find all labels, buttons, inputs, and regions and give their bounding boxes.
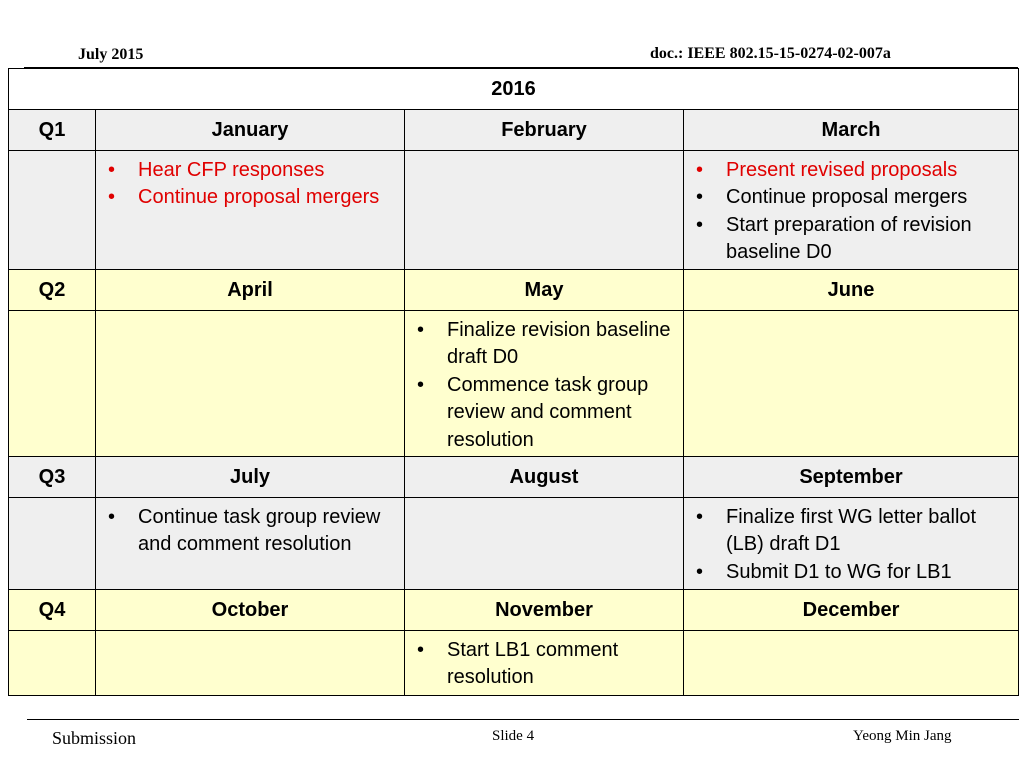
quarter-header-row <box>9 110 1019 151</box>
month-task-cell <box>684 498 1019 590</box>
quarter-spacer-cell <box>9 311 96 457</box>
month-task-cell <box>405 151 684 270</box>
task-text: Commence task group review and comment resolution <box>447 373 649 451</box>
quarter-label: Q2 <box>9 270 96 311</box>
task-text: Continue proposal mergers <box>726 186 968 209</box>
quarter-header-row <box>9 270 1019 311</box>
bullet-icon: • <box>108 159 116 181</box>
task-list <box>684 498 1018 586</box>
quarter-header-row <box>9 457 1019 498</box>
quarter-tasks-row <box>9 311 1019 457</box>
bullet-icon: • <box>417 639 425 661</box>
task-item <box>96 184 404 211</box>
task-text: Continue task group review and comment resolution <box>138 506 381 556</box>
month-task-cell <box>96 498 405 590</box>
bullet-icon: • <box>696 506 704 528</box>
quarter-label: Q3 <box>9 457 96 498</box>
task-item <box>684 157 1018 184</box>
month-task-cell <box>405 631 684 696</box>
header-date: July 2015 <box>78 46 144 63</box>
month-task-cell <box>96 151 405 270</box>
quarter-spacer-cell <box>9 631 96 696</box>
task-text: Finalize first WG letter ballot (LB) draft D1 <box>726 506 977 556</box>
month-header: August <box>405 457 684 498</box>
month-task-cell <box>405 498 684 590</box>
bullet-icon: • <box>417 373 425 396</box>
month-header: March <box>684 110 1019 151</box>
footer-submission: Submission <box>52 728 137 748</box>
month-header: May <box>405 270 684 311</box>
task-list <box>405 631 683 692</box>
month-header: November <box>405 590 684 631</box>
task-list <box>684 151 1018 267</box>
footer-divider <box>27 719 1019 720</box>
month-header: February <box>405 110 684 151</box>
task-item <box>405 317 683 372</box>
task-item <box>684 559 1018 586</box>
task-text: Submit D1 to WG for LB1 <box>726 560 952 583</box>
footer-author: Yeong Min Jang <box>853 728 952 744</box>
month-task-cell <box>684 631 1019 696</box>
task-item <box>684 504 1018 559</box>
bullet-icon: • <box>417 319 425 341</box>
bullet-icon: • <box>108 186 116 209</box>
year-cell: 2016 <box>9 69 1019 110</box>
slide-number: Slide 4 <box>492 728 535 744</box>
quarter-tasks-row <box>9 498 1019 590</box>
quarter-label: Q1 <box>9 110 96 151</box>
schedule-table <box>8 68 1019 696</box>
quarter-label: Q4 <box>9 590 96 631</box>
quarter-tasks-row <box>9 631 1019 696</box>
task-item <box>96 157 404 184</box>
month-header: December <box>684 590 1019 631</box>
task-text: Start preparation of revision baseline D0 <box>726 213 972 264</box>
task-list <box>96 498 404 559</box>
month-header: January <box>96 110 405 151</box>
task-text: Present revised proposals <box>726 159 958 181</box>
task-list <box>405 311 683 454</box>
task-item <box>405 372 683 454</box>
document-id: doc.: IEEE 802.15-15-0274-02-007a <box>650 45 891 62</box>
bullet-icon: • <box>696 186 704 209</box>
month-task-cell <box>684 311 1019 457</box>
quarter-tasks-row <box>9 151 1019 270</box>
quarter-spacer-cell <box>9 498 96 590</box>
quarter-spacer-cell <box>9 151 96 270</box>
task-item <box>684 212 1018 267</box>
bullet-icon: • <box>696 213 704 236</box>
bullet-icon: • <box>696 159 704 181</box>
task-text: Continue proposal mergers <box>138 186 380 209</box>
month-header: September <box>684 457 1019 498</box>
task-item <box>684 184 1018 211</box>
month-task-cell <box>96 631 405 696</box>
task-text: Start LB1 comment resolution <box>447 639 619 689</box>
month-task-cell <box>684 151 1019 270</box>
month-header: July <box>96 457 405 498</box>
bullet-icon: • <box>696 560 704 583</box>
task-item <box>405 637 683 692</box>
month-header: April <box>96 270 405 311</box>
task-item <box>96 504 404 559</box>
bullet-icon: • <box>108 506 116 528</box>
month-header: June <box>684 270 1019 311</box>
task-list <box>96 151 404 212</box>
task-text: Finalize revision baseline draft D0 <box>447 319 671 369</box>
quarter-header-row <box>9 590 1019 631</box>
month-task-cell <box>405 311 684 457</box>
month-header: October <box>96 590 405 631</box>
month-task-cell <box>96 311 405 457</box>
year-row <box>9 69 1019 110</box>
task-text: Hear CFP responses <box>138 159 325 181</box>
